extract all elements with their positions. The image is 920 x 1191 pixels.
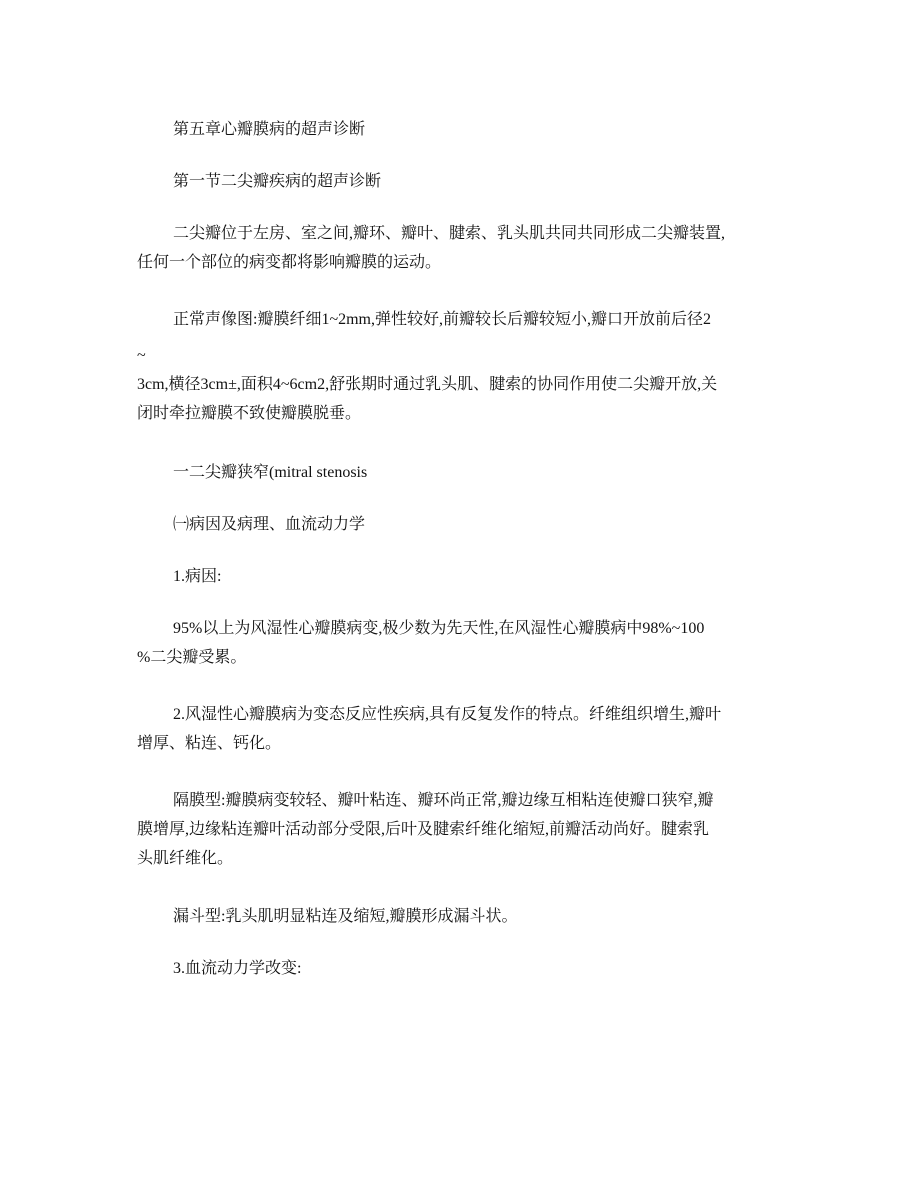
cause-text-line-2: %二尖瓣受累。	[137, 649, 247, 666]
heading-hemodynamics: 3.血流动力学改变:	[173, 960, 302, 977]
septal-type-line-1: 隔膜型:瓣膜病变较轻、瓣叶粘连、瓣环尚正常,瓣边缘互相粘连使瓣口狭窄,瓣	[173, 792, 714, 809]
normal-image-line-1: 正常声像图:瓣膜纤细1~2mm,弹性较好,前瓣较长后瓣较短小,瓣口开放前后径2	[173, 311, 711, 328]
normal-image-line-2: ~	[137, 347, 146, 364]
septal-type-line-3: 头肌纤维化。	[137, 850, 234, 867]
rheumatic-text-line-2: 增厚、粘连、钙化。	[137, 735, 282, 752]
section-title: 第一节二尖瓣疾病的超声诊断	[173, 173, 382, 190]
intro-line-2: 任何一个部位的病变都将影响瓣膜的运动。	[137, 254, 442, 271]
normal-image-line-3: 3cm,横径3cm±,面积4~6cm2,舒张期时通过乳头肌、腱索的协同作用使二尖瓣开放,关	[137, 376, 718, 393]
heading-stenosis: 一二尖瓣狭窄(mitral stenosis	[173, 464, 368, 481]
funnel-type: 漏斗型:乳头肌明显粘连及缩短,瓣膜形成漏斗状。	[173, 908, 518, 925]
intro-line-1: 二尖瓣位于左房、室之间,瓣环、瓣叶、腱索、乳头肌共同共同形成二尖瓣装置,	[173, 225, 726, 242]
heading-cause: 1.病因:	[173, 568, 222, 585]
cause-text-line-1: 95%以上为风湿性心瓣膜病变,极少数为先天性,在风湿性心瓣膜病中98%~100	[173, 620, 705, 637]
rheumatic-text-line-1: 2.风湿性心瓣膜病为变态反应性疾病,具有反复发作的特点。纤维组织增生,瓣叶	[173, 706, 722, 723]
chapter-title: 第五章心瓣膜病的超声诊断	[173, 121, 366, 138]
normal-image-line-4: 闭时牵拉瓣膜不致使瓣膜脱垂。	[137, 405, 362, 422]
heading-etiology: ㈠病因及病理、血流动力学	[173, 516, 366, 533]
septal-type-line-2: 膜增厚,边缘粘连瓣叶活动部分受限,后叶及腱索纤维化缩短,前瓣活动尚好。腱索乳	[137, 821, 710, 838]
